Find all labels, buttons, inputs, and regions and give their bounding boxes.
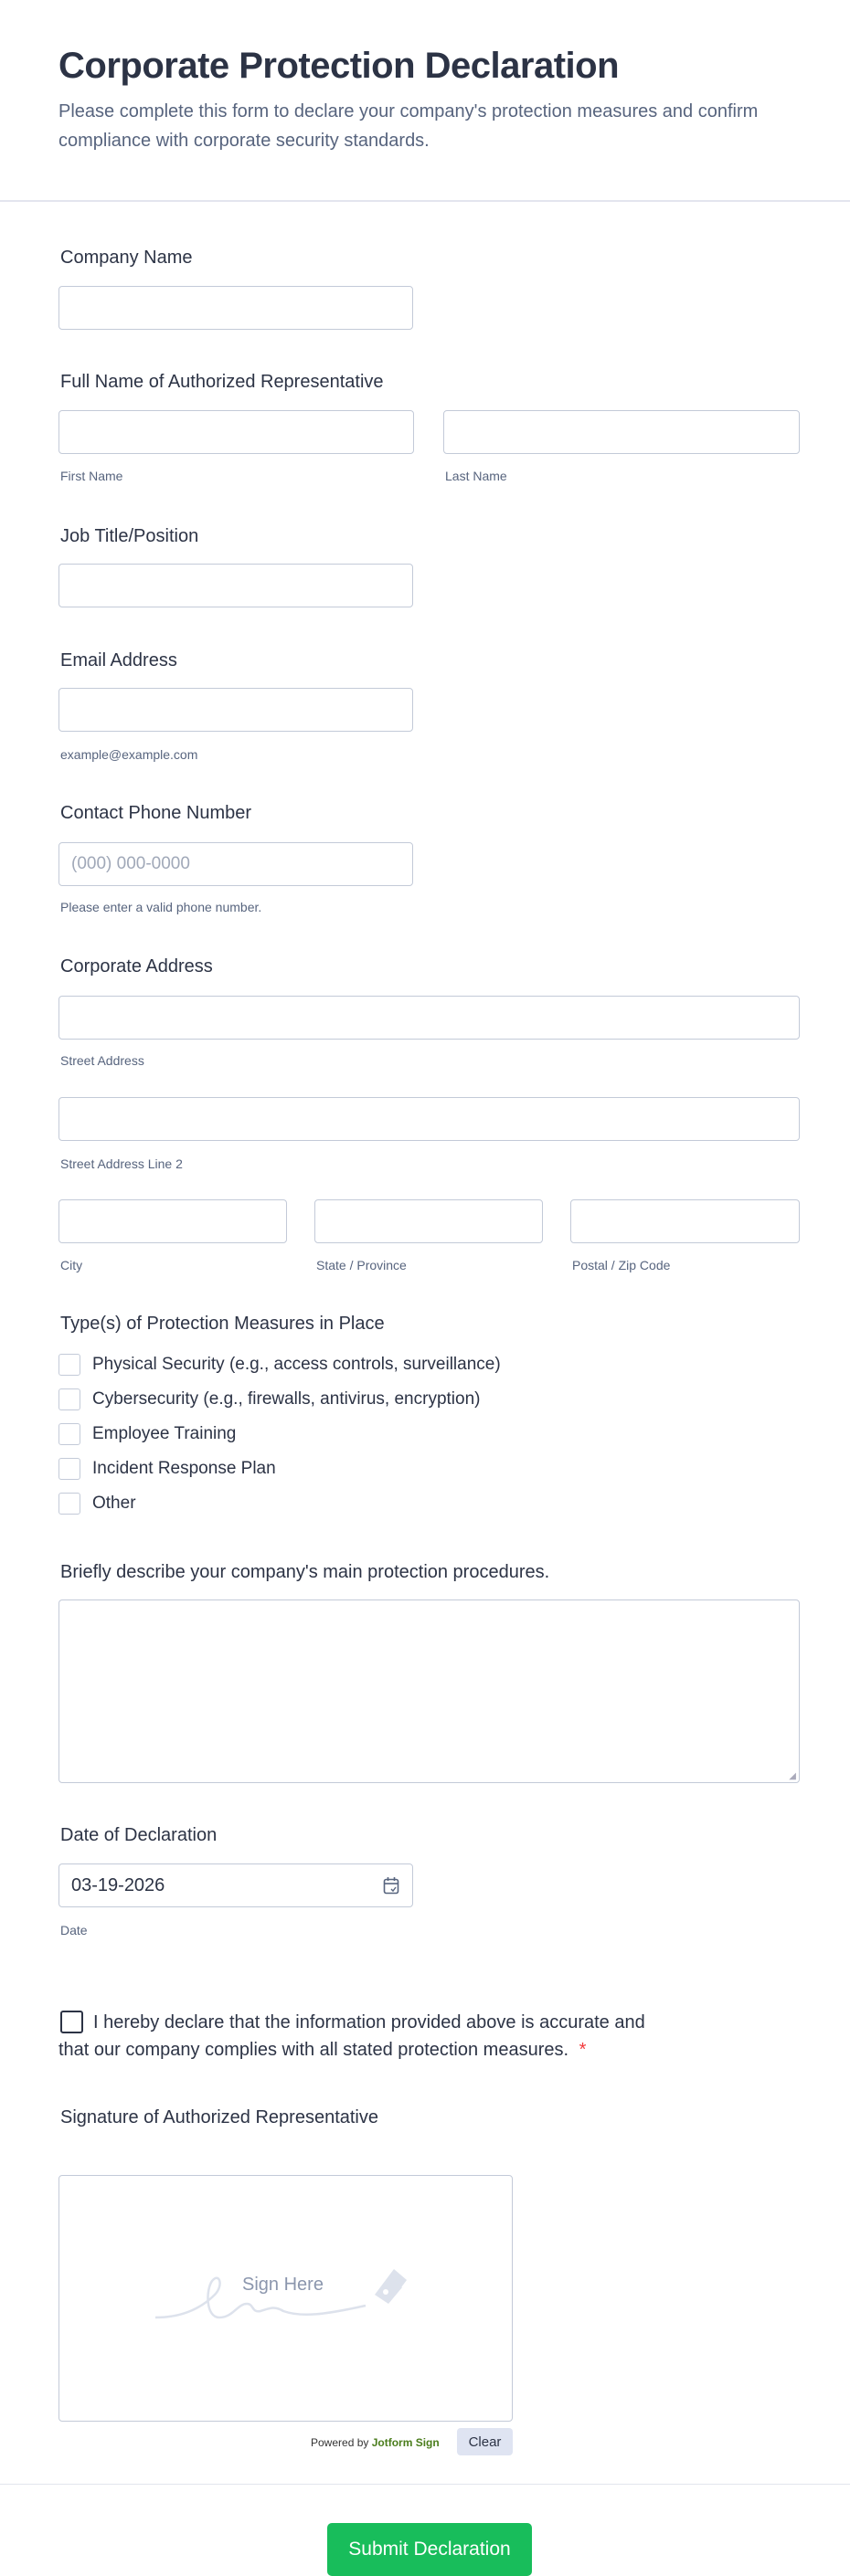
zip-sublabel: Postal / Zip Code <box>572 1258 671 1272</box>
measure-label-physical: Physical Security (e.g., access controls, surveillance) <box>92 1355 501 1374</box>
measure-checkbox-training[interactable] <box>58 1423 80 1445</box>
phone-label: Contact Phone Number <box>60 803 252 823</box>
declaration-checkbox[interactable] <box>60 2011 83 2033</box>
phone-placeholder: (000) 000-0000 <box>71 854 190 873</box>
job-title-label: Job Title/Position <box>60 526 199 546</box>
measure-label-other: Other <box>92 1494 136 1513</box>
signature-scribble-icon <box>155 2267 420 2331</box>
first-name-sublabel: First Name <box>60 469 123 483</box>
signature-pad[interactable] <box>58 2175 513 2422</box>
company-name-label: Company Name <box>60 248 193 268</box>
date-sublabel: Date <box>60 1923 88 1937</box>
last-name-input[interactable] <box>443 410 800 454</box>
calendar-icon[interactable] <box>383 1876 399 1895</box>
measure-checkbox-other[interactable] <box>58 1493 80 1515</box>
resize-handle-icon[interactable]: ◢ <box>789 1771 796 1781</box>
declaration-line1: I hereby declare that the information provided above is accurate and <box>93 2012 645 2032</box>
email-label: Email Address <box>60 650 177 670</box>
street-address-line2-input[interactable] <box>58 1097 800 1141</box>
zip-input[interactable] <box>570 1199 800 1243</box>
measure-label-training: Employee Training <box>92 1424 237 1443</box>
email-input[interactable] <box>58 688 413 732</box>
page-title: Corporate Protection Declaration <box>58 46 620 86</box>
date-label: Date of Declaration <box>60 1825 218 1845</box>
sign-here-text: Sign Here <box>242 2275 324 2295</box>
city-input[interactable] <box>58 1199 287 1243</box>
page-description: Please complete this form to declare your company's protection measures and confirm compliance with corporate security standards. <box>58 101 759 151</box>
powered-by-text: Powered by <box>311 2436 369 2449</box>
measure-label-cyber: Cybersecurity (e.g., firewalls, antivirus, encryption) <box>92 1389 481 1409</box>
state-input[interactable] <box>314 1199 543 1243</box>
date-value: 03-19-2026 <box>71 1875 165 1895</box>
measures-label: Type(s) of Protection Measures in Place <box>60 1314 385 1334</box>
street-address-sublabel: Street Address <box>60 1053 144 1068</box>
street-address-input[interactable] <box>58 996 800 1040</box>
measure-checkbox-cyber[interactable] <box>58 1388 80 1410</box>
last-name-sublabel: Last Name <box>445 469 507 483</box>
submit-button[interactable]: Submit Declaration <box>327 2523 532 2576</box>
address-label: Corporate Address <box>60 956 213 977</box>
street-address-line2-sublabel: Street Address Line 2 <box>60 1156 183 1171</box>
company-name-input[interactable] <box>58 286 413 330</box>
powered-by <box>311 2436 440 2449</box>
email-sublabel: example@example.com <box>60 747 198 762</box>
signature-label: Signature of Authorized Representative <box>60 2107 378 2127</box>
measure-label-incident: Incident Response Plan <box>92 1459 276 1478</box>
state-sublabel: State / Province <box>316 1258 407 1272</box>
declaration-line2: that our company complies with all stated protection measures. <box>58 2040 569 2060</box>
phone-input[interactable] <box>58 842 413 886</box>
job-title-input[interactable] <box>58 564 413 607</box>
procedures-label: Briefly describe your company's main protection procedures. <box>60 1562 550 1582</box>
jotform-sign-link[interactable]: Jotform Sign <box>371 2436 440 2449</box>
header-divider <box>0 200 850 202</box>
footer-divider <box>0 2484 850 2485</box>
clear-signature-button[interactable]: Clear <box>457 2428 513 2455</box>
first-name-input[interactable] <box>58 410 414 454</box>
phone-sublabel: Please enter a valid phone number. <box>60 900 262 914</box>
date-input[interactable] <box>58 1863 413 1907</box>
required-asterisk: * <box>579 2040 587 2060</box>
measure-checkbox-physical[interactable] <box>58 1354 80 1376</box>
measure-checkbox-incident[interactable] <box>58 1458 80 1480</box>
full-name-label: Full Name of Authorized Representative <box>60 372 384 392</box>
city-sublabel: City <box>60 1258 83 1272</box>
procedures-textarea[interactable] <box>58 1599 800 1783</box>
